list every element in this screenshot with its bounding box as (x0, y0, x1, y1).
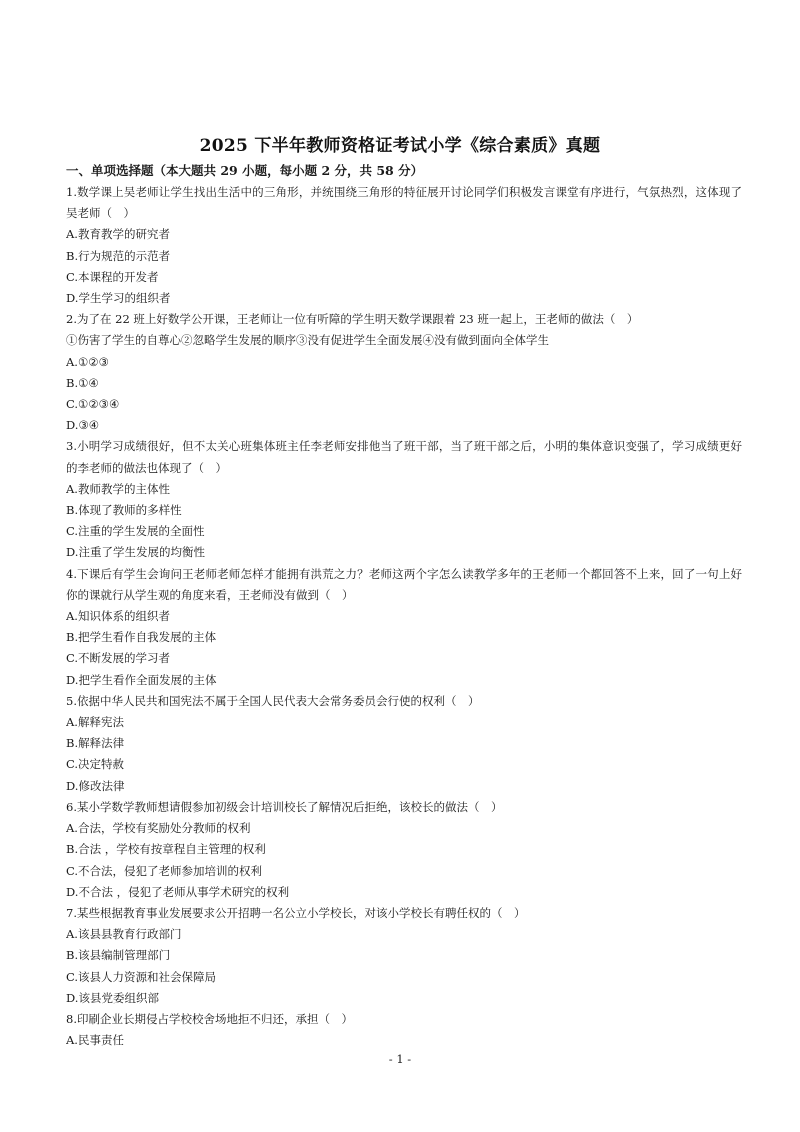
option-a: A.解释宪法 (66, 715, 124, 730)
option-d: D.注重了学生发展的均衡性 (66, 545, 205, 560)
option-b: B.①④ (66, 375, 99, 390)
option-b: B.解释法律 (66, 736, 125, 751)
question-stem: 4.下课后有学生会询问王老师老师怎样才能拥有洪荒之力？老师这两个字怎么读教学多年的王老师一个都回答不上来，回了一句上好你的课就行从学生观的角度来看，王老师没有做到（ ） (66, 566, 742, 602)
option-b: B.行为规范的示范者 (66, 248, 171, 263)
option-c: C.不断发展的学习者 (66, 651, 171, 666)
option-a: A.合法，学校有奖励处分教师的权利 (66, 821, 251, 836)
question-stem: 2.为了在 22 班上好数学公开课，王老师让一位有听障的学生明天数学课跟着 23 班一起上，王老师的做法（ ） (66, 312, 639, 327)
option-d: D.③④ (66, 418, 100, 433)
question-stem: 1.数学课上吴老师让学生找出生活中的三角形，并统围绕三角形的特征展开讨论同学们积极发言课堂有序进行，气氛热烈，这体现了吴老师（ ） (66, 185, 742, 221)
question-stem: 3.小明学习成绩很好，但不太关心班集体班主任李老师安排他当了班干部，当了班干部之后，小明的集体意识变强了，学习成绩更好的李老师的做法也体现了（ ） (66, 439, 742, 475)
option-b: B.体现了教师的多样性 (66, 503, 182, 518)
option-c: C.本课程的开发者 (66, 269, 159, 284)
option-d: D.把学生看作全面发展的主体 (66, 672, 217, 687)
option-b: B.该县编制管理部门 (66, 948, 171, 963)
option-a: A.知识体系的组织者 (66, 609, 170, 624)
option-c: C.该县人力资源和社会保障局 (66, 969, 217, 984)
option-d: D.该县党委组织部 (66, 990, 159, 1005)
page-number: - 1 - (388, 1052, 412, 1066)
option-c: C.注重的学生发展的全面性 (66, 524, 205, 539)
option-c: C.不合法，侵犯了老师参加培训的权利 (66, 863, 263, 878)
question-stem: 7.某些根据教育事业发展要求公开招聘一名公立小学校长，对该小学校长有聘任权的（ ） (66, 905, 526, 920)
option-a: A.民事责任 (66, 1033, 124, 1048)
option-c: C.①②③④ (66, 397, 120, 412)
option-d: D.学生学习的组织者 (66, 291, 171, 306)
option-a: A.该县县教育行政部门 (66, 927, 182, 942)
option-b: B.把学生看作自我发展的主体 (66, 630, 217, 645)
question-statements: ①伤害了学生的自尊心②忽略学生发展的顺序③没有促进学生全面发展④没有做到面向全体学生 (66, 333, 549, 348)
option-b: B.合法 ，学校有按章程自主管理的权利 (66, 842, 266, 857)
option-d: D.不合法 ，侵犯了老师从事学术研究的权利 (66, 884, 290, 899)
question-stem: 6.某小学数学教师想请假参加初级会计培训校长了解情况后拒绝，该校长的做法（ ） (66, 799, 503, 814)
option-a: A.①②③ (66, 354, 109, 369)
option-a: A.教育教学的研究者 (66, 227, 170, 242)
option-a: A.教师教学的主体性 (66, 481, 170, 496)
question-stem: 8.印刷企业长期侵占学校校舍场地拒不归还，承担（ ） (66, 1011, 353, 1026)
option-d: D.修改法律 (66, 778, 125, 793)
section-heading: 一、单项选择题（本大题共 29 小题，每小题 2 分，共 58 分） (66, 163, 424, 178)
page-title: 2025 下半年教师资格证考试小学《综合素质》真题 (199, 136, 601, 156)
question-stem: 5.依据中华人民共和国宪法不属于全国人民代表大会常务委员会行使的权利（ ） (66, 693, 480, 708)
question-list (66, 160, 742, 1051)
option-c: C.决定特赦 (66, 757, 125, 772)
